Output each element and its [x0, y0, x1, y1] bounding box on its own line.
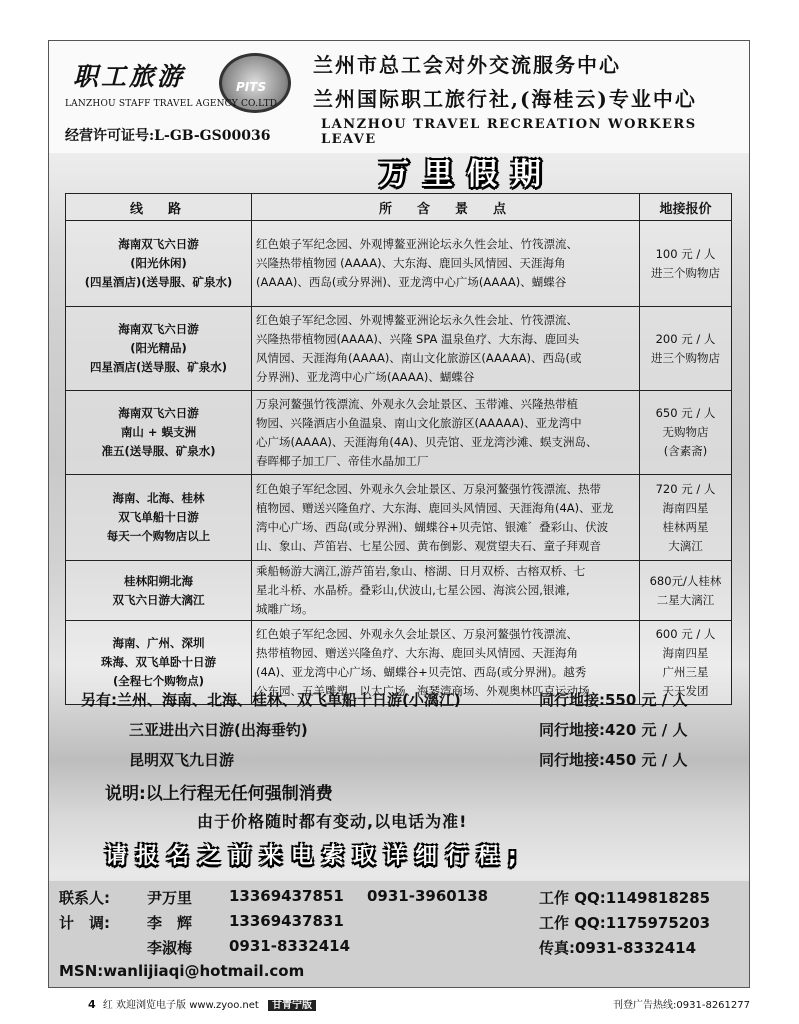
- fax-number: 传真:0931-8332414: [539, 939, 697, 957]
- coordinator-phone-2: 0931-8332414: [229, 937, 351, 955]
- ad-header: [49, 41, 749, 153]
- routes-table: [65, 193, 732, 705]
- price-cell: [640, 561, 732, 621]
- header-route: 线 路: [66, 194, 252, 221]
- sights-line: 公东园、五羊雕塑、以太广场、海琴湾商场、外观奥林匹克运动场: [256, 683, 590, 698]
- sights-line: 红色娘子军纪念园、外观博鳌亚洲论坛永久性会址、竹筏漂流、: [256, 237, 578, 251]
- route-cell: [66, 221, 252, 307]
- price-line: (含素斋): [663, 444, 708, 458]
- org-english-name: LANZHOU TRAVEL RECREATION WORKERS LEAVE: [321, 117, 697, 147]
- coordinator-qq: 工作 QQ:1175975203: [539, 914, 711, 932]
- call-to-action: 请报名之前来电索取详细行程;: [105, 844, 526, 869]
- msn-address: MSN:wanlijiaqi@hotmail.com: [59, 962, 305, 980]
- price-line: 720 元 / 人: [655, 481, 716, 496]
- extra-route-3: 昆明双飞九日游: [129, 751, 235, 769]
- price-line: 大漓江: [668, 538, 703, 553]
- price-line: 海南四星: [662, 645, 709, 660]
- sights-line: 兴隆热带植物园 (AAAA)、大东海、鹿回头风情园、天涯海角: [256, 256, 566, 270]
- sights-cell: [252, 221, 640, 307]
- price-line: 650 元 / 人: [655, 406, 716, 420]
- price-cell: [640, 475, 732, 561]
- table-row: [66, 221, 732, 307]
- sights-line: 红色娘子军纪念园、外观博鳌亚洲论坛永久性会址、竹筏漂流、: [256, 312, 578, 327]
- travel-advertisement: [48, 40, 750, 988]
- note-price-change: 由于价格随时都有变动,以电话为准!: [197, 812, 468, 831]
- sights-line: 星北斗桥、水晶桥。叠彩山,伏波山,七星公园、海滨公园,银滩,: [256, 583, 570, 597]
- sights-line: 红色娘子军纪念园、外观永久会址景区、万泉河鳌强竹筏漂流、: [256, 626, 578, 641]
- coordinator-name-2: 李淑梅: [147, 939, 193, 957]
- org-name-line2: 兰州国际职工旅行社,(海桂云)专业中心: [313, 87, 697, 111]
- contact-label: 联系人:: [59, 889, 110, 907]
- logo-badge-text: PITS: [236, 80, 267, 94]
- price-line: 600 元 / 人: [655, 626, 716, 641]
- contact-name: 尹万里: [147, 889, 193, 907]
- sights-cell: [252, 561, 640, 621]
- sights-line: 山、象山、芦笛岩、七星公园、黄布倒影、观赏望夫石、童子拜观音: [256, 538, 601, 553]
- extra-price-1: 同行地接:550 元 / 人: [539, 691, 688, 709]
- sights-cell: [252, 391, 640, 475]
- price-line: 无购物店: [662, 425, 709, 439]
- contact-mobile: 13369437851: [229, 887, 344, 905]
- price-cell: [640, 307, 732, 391]
- extra-route-2: 三亚进出六日游(出海垂钓): [129, 721, 308, 739]
- sights-line: 分界洲)、亚龙湾中心广场(AAAA)、蝴蝶谷: [256, 369, 475, 384]
- page-footer: [50, 994, 750, 1014]
- footer-website-text: 红 欢迎浏览电子版 www.zyoo.net: [102, 1000, 259, 1011]
- page-number: 4: [88, 998, 96, 1011]
- sights-line: 春晖椰子加工厂、帝佳水晶加工厂: [256, 453, 429, 468]
- note-no-forced-shopping: 说明:以上行程无任何强制消费: [105, 784, 333, 804]
- route-line: 南山 + 蜈支洲: [120, 425, 197, 439]
- table-row: [66, 307, 732, 391]
- table-row: [66, 391, 732, 475]
- license-number: 经营许可证号:L-GB-GS00036: [65, 128, 271, 144]
- extra-route-1: 另有:兰州、海南、北海、桂林、双飞单船十日游(小漓江): [81, 691, 461, 709]
- route-cell: [66, 307, 252, 391]
- banner-title: [379, 149, 589, 191]
- extra-price-3: 同行地接:450 元 / 人: [539, 751, 688, 769]
- org-name-line1: 兰州市总工会对外交流服务中心: [313, 53, 621, 77]
- sights-line: 植物园、赠送兴隆鱼疗、大东海、鹿回头风情园、天涯海角(4A)、亚龙: [256, 500, 614, 515]
- coordinator-name-1: 李 辉: [147, 914, 193, 932]
- edition-tag: 甘青宁版: [268, 1000, 316, 1011]
- route-cell: [66, 561, 252, 621]
- route-line: 准五(送导服、矿泉水): [101, 444, 216, 458]
- sights-line: 湾中心广场、西岛(或分界洲)、蝴蝶谷+贝壳馆、银滩゛叠彩山、伏波: [256, 519, 609, 534]
- contact-qq: 工作 QQ:1149818285: [539, 889, 711, 907]
- footer-left: [88, 996, 316, 1011]
- contact-section: [49, 881, 749, 987]
- route-line: 海南双飞六日游: [118, 237, 199, 251]
- header-price: 地接报价: [640, 194, 732, 221]
- agency-logo: [59, 49, 289, 129]
- sights-line: 热带植物园、赠送兴隆鱼疗、大东海、鹿回头风情园、天涯海角: [256, 645, 578, 660]
- sights-line: (4A)、亚龙湾中心广场、蝴蝶谷+贝壳馆、西岛(或分界洲)。越秀: [256, 664, 587, 679]
- price-line: 海南四星: [662, 500, 709, 515]
- coordinator-label: 计 调:: [59, 914, 110, 932]
- sights-line: 万泉河鳌强竹筏漂流、外观永久会址景区、玉带滩、兴隆热带植: [256, 396, 578, 411]
- price-cell: [640, 391, 732, 475]
- logo-english-name: LANZHOU STAFF TRAVEL AGENCY CO.LTD: [65, 99, 278, 109]
- table-row: [66, 561, 732, 621]
- route-line: 四星酒店(送导服、矿泉水): [89, 360, 227, 374]
- price-line: 进三个购物店: [651, 350, 720, 365]
- price-line: 进三个购物店: [651, 265, 720, 280]
- sights-cell: [252, 307, 640, 391]
- route-line: 双飞六日游大漓江: [112, 592, 205, 607]
- coordinator-mobile-1: 13369437831: [229, 912, 344, 930]
- price-line: 100 元 / 人: [655, 246, 716, 261]
- price-line: 桂林两星: [662, 519, 709, 534]
- price-line: 二星大漓江: [656, 592, 715, 607]
- route-cell: [66, 475, 252, 561]
- sights-line: 红色娘子军纪念园、外观永久会址景区、万泉河鳌强竹筏漂流、热带: [256, 481, 601, 496]
- price-line: 680元/人桂林: [649, 573, 722, 588]
- logo-text: 职工旅游: [73, 62, 186, 91]
- price-line: 天天发团: [662, 683, 709, 698]
- sights-line: 乘船畅游大漓江,游芦笛岩,象山、榕湖、日月双桥、古榕双桥、七: [256, 564, 586, 578]
- route-line: 珠海、双飞单卧十日游: [101, 655, 216, 669]
- header-sights: 所 含 景 点: [252, 194, 640, 221]
- price-line: 广州三星: [662, 664, 709, 679]
- sights-line: (AAAA)、西岛(或分界洲)、亚龙湾中心广场(AAAA)、蝴蝶谷: [256, 275, 567, 289]
- contact-phone: 0931-3960138: [367, 887, 489, 905]
- route-line: 桂林阳朔北海: [124, 573, 193, 588]
- route-line: 海南双飞六日游: [118, 406, 199, 420]
- extra-price-2: 同行地接:420 元 / 人: [539, 721, 688, 739]
- route-line: (阳光休闲): [130, 256, 187, 270]
- table-header-row: [66, 194, 732, 221]
- route-line: 海南、北海、桂林: [112, 491, 205, 505]
- route-line: 双飞单船十日游: [118, 510, 199, 524]
- banner-title-text: 万里假期: [379, 157, 555, 192]
- price-line: 200 元 / 人: [655, 331, 716, 346]
- route-line: 海南双飞六日游: [118, 322, 199, 336]
- sights-line: 城雕广场。: [256, 602, 314, 616]
- route-line: (阳光精品): [130, 341, 187, 355]
- route-line: 海南、广州、深圳: [112, 636, 205, 650]
- sights-line: 风情园、天涯海角(AAAA)、南山文化旅游区(AAAAA)、西岛(或: [256, 350, 582, 365]
- price-cell: [640, 221, 732, 307]
- ad-hotline: 刊登广告热线:0931-8261277: [613, 1000, 750, 1011]
- sights-line: 物园、兴隆酒店小鱼温泉、南山文化旅游区(AAAAA)、亚龙湾中: [256, 415, 582, 430]
- route-line: (四星酒店)(送导服、矿泉水): [84, 275, 233, 289]
- route-cell: [66, 391, 252, 475]
- sights-line: 兴隆热带植物园(AAAA)、兴隆 SPA 温泉鱼疗、大东海、鹿回头: [256, 331, 580, 346]
- sights-cell: [252, 475, 640, 561]
- table-row: [66, 475, 732, 561]
- route-line: 每天一个购物店以上: [106, 529, 211, 543]
- sights-line: 心广场(AAAA)、天涯海角(4A)、贝壳馆、亚龙湾沙滩、蜈支洲岛、: [256, 434, 598, 449]
- route-line: (全程七个购物点): [112, 674, 204, 688]
